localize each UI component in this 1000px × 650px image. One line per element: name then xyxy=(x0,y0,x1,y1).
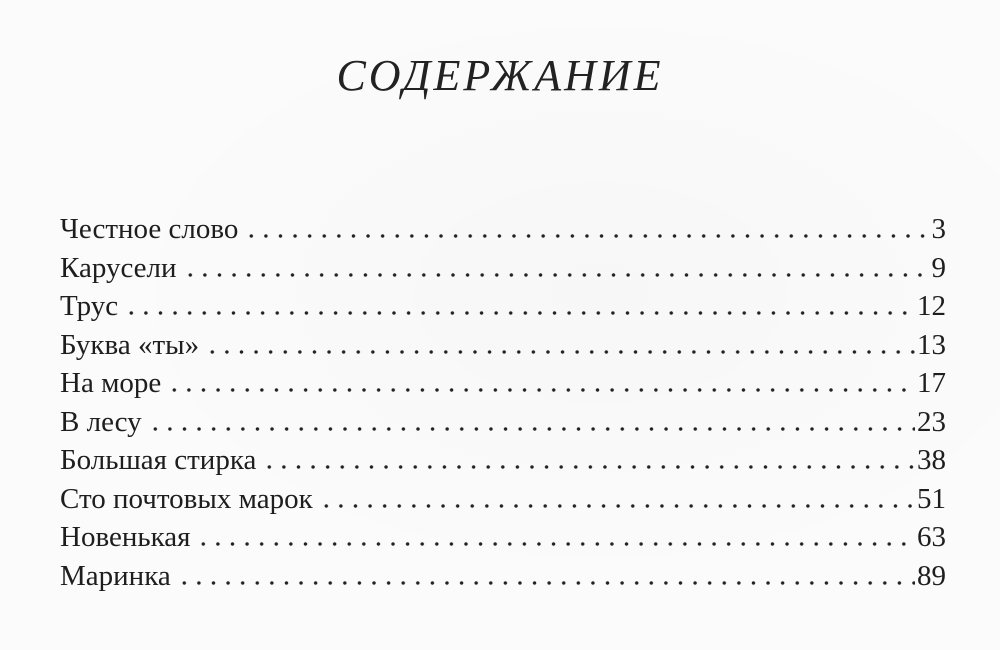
entry-title: Честное слово xyxy=(60,213,239,245)
dot-leader xyxy=(177,581,915,585)
entry-title: Большая стирка xyxy=(60,444,257,476)
dot-leader xyxy=(205,350,915,354)
entry-page-number: 89 xyxy=(917,559,946,592)
toc-entry xyxy=(60,518,946,557)
dot-leader xyxy=(244,234,929,238)
entry-title: Маринка xyxy=(60,559,171,592)
entry-page-number: 51 xyxy=(917,482,946,515)
dot-leader xyxy=(183,273,930,277)
toc-entry xyxy=(60,210,946,249)
dot-leader xyxy=(167,388,915,392)
page-title: СОДЕРЖАНИЕ xyxy=(336,51,664,100)
toc-entry xyxy=(60,249,946,288)
entry-page-number: 23 xyxy=(917,405,946,438)
dot-leader xyxy=(196,542,915,546)
toc-entry xyxy=(60,364,946,403)
entry-page-number: 17 xyxy=(917,367,946,399)
table-of-contents xyxy=(60,210,946,595)
entry-title: Трус xyxy=(60,290,119,322)
dot-leader xyxy=(319,504,915,508)
entry-page-number: 9 xyxy=(931,251,946,284)
toc-entry xyxy=(60,480,946,519)
entry-page-number: 12 xyxy=(917,290,946,322)
toc-entry xyxy=(60,441,946,480)
entry-page-number: 63 xyxy=(917,521,946,553)
entry-page-number: 38 xyxy=(917,444,946,476)
entry-title: Карусели xyxy=(60,251,177,284)
entry-title: В лесу xyxy=(60,405,142,438)
toc-entry xyxy=(60,403,946,442)
entry-title: Сто почтовых марок xyxy=(60,482,313,515)
entry-title: Буква «ты» xyxy=(60,328,200,361)
entry-page-number: 3 xyxy=(931,213,946,245)
toc-entry xyxy=(60,326,946,365)
toc-entry xyxy=(60,557,946,596)
entry-title: Новенькая xyxy=(60,521,191,553)
entry-page-number: 13 xyxy=(917,328,946,361)
toc-entry xyxy=(60,287,946,326)
dot-leader xyxy=(148,427,915,431)
dot-leader xyxy=(262,465,915,469)
dot-leader xyxy=(124,311,915,315)
entry-title: На море xyxy=(60,367,162,399)
